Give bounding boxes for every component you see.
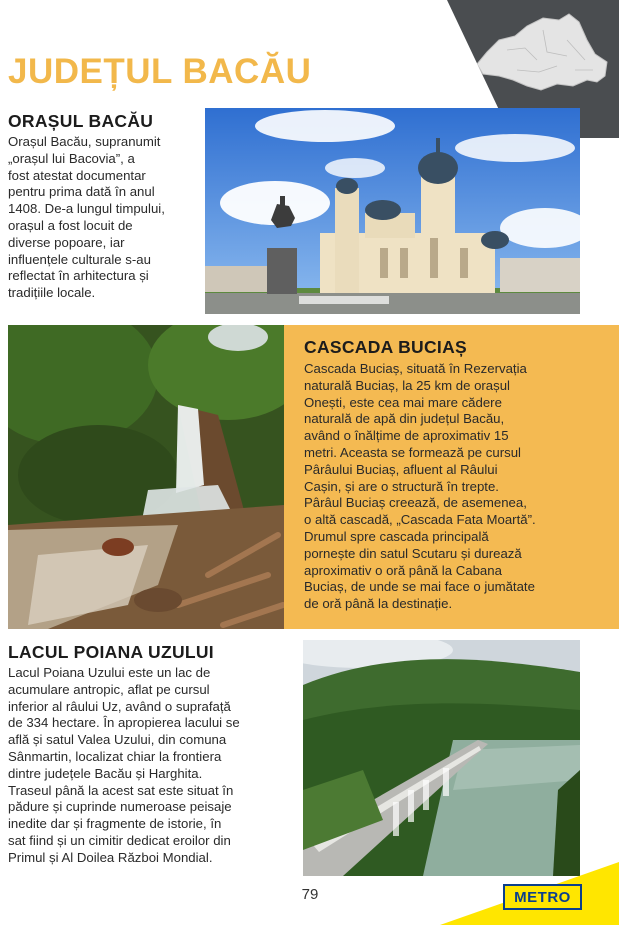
text-line: pentru prima dată în anul: [8, 184, 155, 200]
section-title-cascada-bucias: CASCADA BUCIAȘ: [304, 337, 467, 357]
text-line: Traseul până la acest sat este situat în: [8, 782, 234, 798]
text-line: „orașul lui Bacovia”, a: [8, 150, 135, 166]
text-line: inferior al râului Uz, având o suprafață: [8, 698, 231, 714]
text-line: de oră până la destinație.: [304, 596, 453, 612]
text-line: diverse popoare, iar: [8, 234, 125, 250]
section-title-orasul-bacau: ORAȘUL BACĂU: [8, 111, 154, 131]
text-line: orașul a fost locuit de: [8, 217, 133, 233]
text-line: tradițiile locale.: [8, 285, 96, 301]
text-line: Cascada Buciaș, situată în Rezervația: [304, 361, 527, 376]
text-line: Buciaș, de unde se mai face o jumătate: [304, 579, 535, 595]
section-text-cascada-bucias: [304, 361, 616, 613]
page-number: 79: [301, 886, 319, 903]
text-line: Drumul spre cascada principală: [304, 528, 489, 544]
text-line: metri. Aceasta se formează pe cursul: [304, 444, 521, 460]
text-line: pădure și cuprinde numeroase peisaje: [8, 799, 232, 815]
text-line: Primul și Al Doilea Război Mondial.: [8, 849, 213, 865]
section-text-lacul-poiana-uzului: [8, 665, 298, 867]
text-line: Orașul Bacău, supranumit: [8, 134, 161, 149]
cathedral-photo: [205, 108, 580, 314]
waterfall-photo: [8, 325, 284, 629]
metro-logo-text: METRO: [514, 888, 571, 906]
text-line: influențele culturale s-au: [8, 251, 151, 267]
section-title-lacul-poiana-uzului: LACUL POIANA UZULUI: [8, 642, 214, 662]
text-line: aproximativ o oră până la Cabana: [304, 562, 502, 578]
text-line: inedite dar și fragmente de istorie, în: [8, 816, 222, 832]
text-line: Sânmartin, localizat chiar la frontiera: [8, 748, 222, 764]
text-line: de 334 hectare. În apropierea lacului se: [8, 715, 240, 731]
text-line: Pârâului Buciaș, afluent al Râului: [304, 461, 498, 477]
text-line: naturală Buciaș, la 25 km de orașul: [304, 377, 510, 393]
text-line: naturală de apă din județul Bacău,: [304, 411, 505, 427]
text-line: Onești, este cea mai mare cădere: [304, 394, 502, 410]
text-line: sat fiind și un cimitir dedicat eroilor din: [8, 832, 231, 848]
metro-logo: [503, 884, 582, 910]
section-text-orasul-bacau: [8, 134, 203, 302]
text-line: Cașin, și are o structură în trepte.: [304, 478, 499, 494]
text-line: Pârâul Buciaș creează, de asemenea,: [304, 495, 527, 511]
page-title: JUDEȚUL BACĂU: [8, 52, 312, 91]
text-line: pornește din satul Scutaru și durează: [304, 545, 522, 561]
text-line: având o înălțime de aproximativ 15: [304, 428, 509, 444]
lake-dam-photo: [303, 640, 580, 876]
text-line: află și satul Valea Uzului, din comuna: [8, 732, 227, 748]
text-line: fost atestat documentar: [8, 167, 146, 183]
text-line: dintre județele Bacău și Harghita.: [8, 765, 203, 781]
text-line: acumulare antropic, aflat pe cursul: [8, 681, 210, 697]
text-line: Lacul Poiana Uzului este un lac de: [8, 665, 211, 680]
text-line: 1408. De-a lungul timpului,: [8, 201, 165, 217]
text-line: o altă cascadă, „Cascada Fata Moartă”.: [304, 512, 536, 528]
text-line: reflectat în arhitectura și: [8, 268, 149, 284]
